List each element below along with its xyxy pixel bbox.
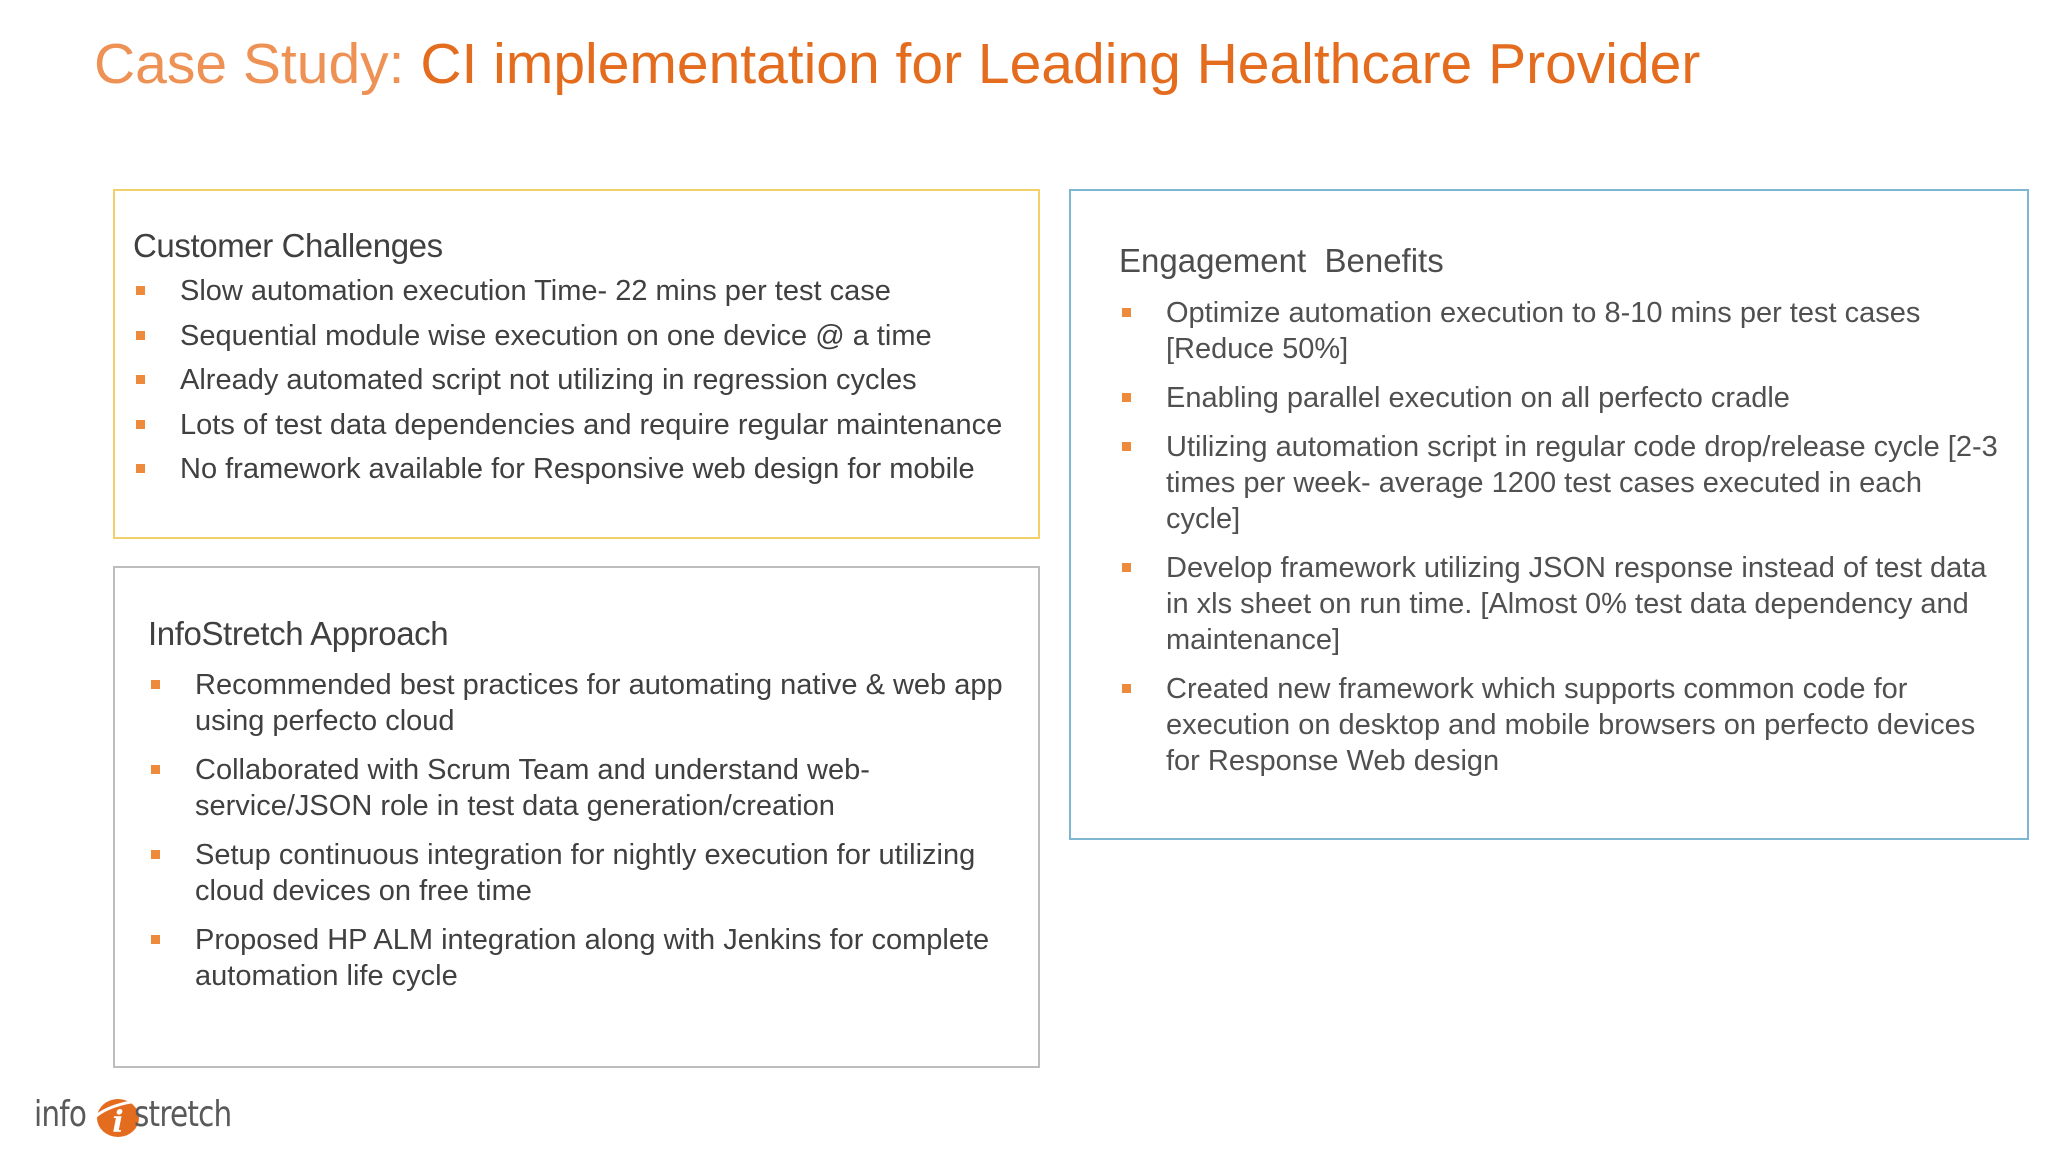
list-item-text: Recommended best practices for automating native & web app using perfecto cloud <box>195 669 1003 737</box>
slide-title-main: CI implementation for Leading Healthcare Provider <box>420 32 1701 96</box>
list-item <box>148 837 1018 909</box>
list-item <box>133 362 1028 398</box>
infostretch-approach-box <box>113 566 1040 1068</box>
bullet-square-icon <box>136 420 145 429</box>
list-item-text: Sequential module wise execution on one device @ a time <box>180 319 932 352</box>
list-item-text: Slow automation execution Time- 22 mins per test case <box>180 275 891 307</box>
list-item-text: No framework available for Responsive web design for mobile <box>180 453 975 485</box>
bullet-square-icon <box>1122 442 1131 451</box>
list-item <box>133 318 1028 354</box>
list-item <box>1119 550 1999 658</box>
logo-mark-letter: i <box>112 1105 124 1140</box>
list-item-text: Utilizing automation script in regular code drop/release cycle [2-3 times per week- average 1200 test cases executed in each cycle] <box>1166 431 1998 535</box>
list-item <box>148 667 1018 739</box>
bullet-square-icon <box>151 935 160 944</box>
bullet-square-icon <box>136 464 145 473</box>
list-item <box>1119 295 1999 367</box>
infostretch-logo <box>34 1086 232 1146</box>
logo-text-info: info <box>34 1094 87 1135</box>
list-item <box>1119 671 1999 779</box>
list-item <box>1119 429 1999 537</box>
list-item-text: Created new framework which supports common code for execution on desktop and mobile browsers on perfecto devices for Response Web design <box>1166 673 1976 777</box>
bullet-square-icon <box>1122 684 1131 693</box>
slide-title <box>94 28 1700 100</box>
logo-text-stretch: stretch <box>134 1094 232 1135</box>
list-item-text: Lots of test data dependencies and require regular maintenance <box>180 408 1003 441</box>
slide-title-prefix: Case Study: <box>94 32 421 96</box>
infostretch-approach-heading: InfoStretch Approach <box>148 615 449 652</box>
customer-challenges-heading: Customer Challenges <box>133 227 443 264</box>
list-item-text: Develop framework utilizing JSON response instead of test data in xls sheet on run time. [Almost 0% test data dependency and maintenance] <box>1166 552 1987 656</box>
bullet-square-icon <box>151 850 160 859</box>
bullet-square-icon <box>1122 393 1131 402</box>
list-item <box>148 922 1018 994</box>
list-item-text: Collaborated with Scrum Team and understand web-service/JSON role in test data generation/creation <box>195 754 870 822</box>
bullet-square-icon <box>151 680 160 689</box>
engagement-benefits-list <box>1119 295 1999 792</box>
customer-challenges-list <box>133 273 1028 496</box>
list-item <box>133 407 1028 443</box>
list-item <box>133 451 1028 487</box>
list-item-text: Optimize automation execution to 8-10 mins per test cases [Reduce 50%] <box>1166 297 1921 365</box>
bullet-square-icon <box>136 286 145 295</box>
list-item-text: Already automated script not utilizing in regression cycles <box>180 364 917 396</box>
engagement-benefits-heading: Engagement Benefits <box>1119 242 1444 279</box>
engagement-benefits-box <box>1069 189 2029 840</box>
infostretch-approach-list <box>148 667 1018 1007</box>
list-item-text: Proposed HP ALM integration along with Jenkins for complete automation life cycle <box>195 924 990 992</box>
list-item <box>148 752 1018 824</box>
list-item <box>133 273 1028 309</box>
bullet-square-icon <box>136 331 145 340</box>
list-item <box>1119 380 1999 416</box>
list-item-text: Setup continuous integration for nightly execution for utilizing cloud devices on free time <box>195 839 976 907</box>
bullet-square-icon <box>136 375 145 384</box>
bullet-square-icon <box>151 765 160 774</box>
bullet-square-icon <box>1122 308 1131 317</box>
customer-challenges-box <box>113 189 1040 539</box>
bullet-square-icon <box>1122 563 1131 572</box>
list-item-text: Enabling parallel execution on all perfecto cradle <box>1166 382 1790 414</box>
